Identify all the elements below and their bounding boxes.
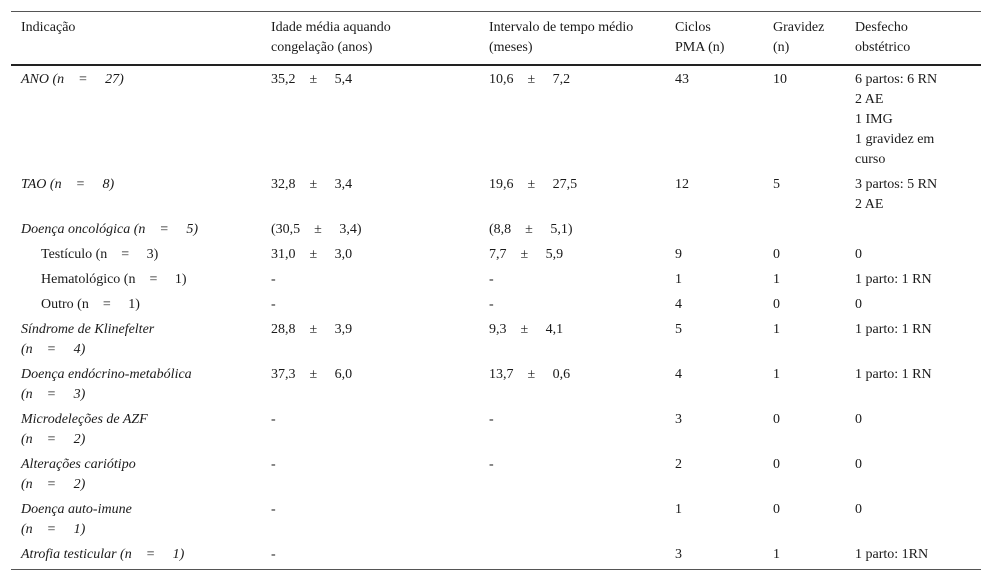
mean-interval-cell: - — [489, 412, 494, 427]
outcome-cell — [845, 362, 981, 407]
outcome-cell — [845, 172, 981, 217]
indication-text: TAO (n = 8) — [21, 177, 115, 192]
indication-text: Hematológico (n = 1) — [41, 272, 187, 287]
header-text: (meses) — [489, 40, 533, 55]
cycles-cell: 1 — [675, 502, 682, 517]
outcome-cell — [845, 542, 981, 570]
outcome-cell — [845, 317, 981, 362]
indication-cell — [11, 172, 261, 217]
cycles-cell: 9 — [675, 247, 682, 262]
indication-cell — [11, 362, 261, 407]
outcome-cell — [845, 452, 981, 497]
table-row — [11, 292, 981, 317]
pregnancy-cell: 1 — [773, 547, 780, 562]
mean-interval-cell: 7,7 ± 5,9 — [489, 247, 564, 262]
mean-age-cell: - — [271, 297, 276, 312]
outcome-text: 1 parto: 1RN — [855, 547, 929, 562]
table-row — [11, 172, 981, 217]
outcome-text: 1 parto: 1 RN — [855, 367, 932, 382]
table-row — [11, 452, 981, 497]
table-row — [11, 242, 981, 267]
header-text: obstétrico — [855, 40, 911, 55]
outcome-cell — [845, 407, 981, 452]
table-row — [11, 362, 981, 407]
table-body — [11, 65, 981, 570]
outcome-text: 0 — [855, 502, 862, 517]
outcome-text: 2 AE — [855, 92, 884, 107]
cycles-cell: 2 — [675, 457, 682, 472]
outcome-text: 1 parto: 1 RN — [855, 272, 932, 287]
pregnancy-cell: 1 — [773, 322, 780, 337]
indication-text: Síndrome de Klinefelter — [21, 322, 155, 337]
header-mean-interval — [479, 12, 665, 66]
pregnancy-cell: 0 — [773, 502, 780, 517]
header-text: Indicação — [21, 20, 76, 35]
table-row — [11, 217, 981, 242]
pregnancy-cell: 10 — [773, 72, 787, 87]
outcome-text: 1 parto: 1 RN — [855, 322, 932, 337]
outcome-cell — [845, 242, 981, 267]
header-text: Gravidez — [773, 20, 825, 35]
mean-age-cell: - — [271, 272, 276, 287]
outcome-text: 2 AE — [855, 197, 884, 212]
indication-cell — [11, 497, 261, 542]
table-container — [11, 11, 981, 570]
outcome-text: 6 partos: 6 RN — [855, 72, 938, 87]
pregnancy-cell: 1 — [773, 367, 780, 382]
cycles-cell: 4 — [675, 297, 682, 312]
indication-text: (n = 2) — [21, 432, 86, 447]
mean-age-cell: 28,8 ± 3,9 — [271, 322, 353, 337]
header-pregnancy — [763, 12, 845, 66]
indication-cell — [11, 267, 261, 292]
indication-text: ANO (n = 27) — [21, 72, 124, 87]
indication-text: Alterações cariótipo — [21, 457, 136, 472]
mean-age-cell: (30,5 ± 3,4) — [271, 222, 362, 237]
mean-age-cell: - — [271, 457, 276, 472]
header-cycles — [665, 12, 763, 66]
mean-interval-cell — [479, 542, 665, 570]
table-header — [11, 12, 981, 66]
outcome-text: curso — [855, 152, 886, 167]
pregnancy-cell: 1 — [773, 272, 780, 287]
data-table — [11, 11, 981, 570]
indication-text: (n = 3) — [21, 387, 86, 402]
indication-text: Doença auto-imune — [21, 502, 132, 517]
table-row — [11, 542, 981, 570]
outcome-text: 0 — [855, 247, 862, 262]
pregnancy-cell: 0 — [773, 457, 780, 472]
table-row — [11, 497, 981, 542]
mean-interval-cell: 19,6 ± 27,5 — [489, 177, 578, 192]
outcome-cell — [845, 292, 981, 317]
outcome-text: 0 — [855, 457, 862, 472]
header-row — [11, 12, 981, 66]
header-text: PMA (n) — [675, 40, 725, 55]
indication-cell — [11, 542, 261, 570]
cycles-cell: 3 — [675, 547, 682, 562]
mean-age-cell: - — [271, 502, 276, 517]
table-row — [11, 407, 981, 452]
mean-age-cell: - — [271, 412, 276, 427]
outcome-text: 3 partos: 5 RN — [855, 177, 938, 192]
outcome-cell — [845, 497, 981, 542]
mean-interval-cell: 10,6 ± 7,2 — [489, 72, 571, 87]
mean-age-cell: - — [271, 547, 276, 562]
outcome-text: 1 gravidez em — [855, 132, 935, 147]
header-text: Ciclos — [675, 20, 711, 35]
indication-text: Outro (n = 1) — [41, 297, 140, 312]
indication-text: (n = 2) — [21, 477, 86, 492]
indication-cell — [11, 292, 261, 317]
indication-text: Microdeleções de AZF — [21, 412, 148, 427]
indication-text: Doença endócrino-metabólica — [21, 367, 192, 382]
outcome-text: 1 IMG — [855, 112, 893, 127]
indication-text: Doença oncológica (n = 5) — [21, 222, 199, 237]
indication-cell — [11, 407, 261, 452]
mean-interval-cell: - — [489, 297, 494, 312]
indication-text: Atrofia testicular (n = 1) — [21, 547, 185, 562]
mean-interval-cell — [479, 497, 665, 542]
pregnancy-cell: 0 — [773, 247, 780, 262]
header-text: congelação (anos) — [271, 40, 373, 55]
indication-cell — [11, 217, 261, 242]
mean-age-cell: 31,0 ± 3,0 — [271, 247, 353, 262]
mean-interval-cell: - — [489, 272, 494, 287]
header-mean-age — [261, 12, 479, 66]
pregnancy-cell — [763, 217, 845, 242]
outcome-cell — [845, 267, 981, 292]
indication-text: (n = 1) — [21, 522, 86, 537]
mean-interval-cell: 13,7 ± 0,6 — [489, 367, 571, 382]
outcome-cell — [845, 217, 981, 242]
table-row — [11, 317, 981, 362]
indication-text: Testículo (n = 3) — [41, 247, 159, 262]
mean-interval-cell: (8,8 ± 5,1) — [489, 222, 573, 237]
header-text: Desfecho — [855, 20, 908, 35]
outcome-text: 0 — [855, 297, 862, 312]
cycles-cell — [665, 217, 763, 242]
pregnancy-cell: 0 — [773, 297, 780, 312]
header-text: Intervalo de tempo médio — [489, 20, 634, 35]
cycles-cell: 12 — [675, 177, 689, 192]
header-text: (n) — [773, 40, 790, 55]
indication-cell — [11, 65, 261, 172]
cycles-cell: 5 — [675, 322, 682, 337]
outcome-text: 0 — [855, 412, 862, 427]
mean-interval-cell: 9,3 ± 4,1 — [489, 322, 564, 337]
mean-age-cell: 37,3 ± 6,0 — [271, 367, 353, 382]
outcome-cell — [845, 65, 981, 172]
table-row — [11, 65, 981, 172]
header-outcome — [845, 12, 981, 66]
header-indication — [11, 12, 261, 66]
table-row — [11, 267, 981, 292]
cycles-cell: 1 — [675, 272, 682, 287]
indication-cell — [11, 242, 261, 267]
indication-cell — [11, 452, 261, 497]
pregnancy-cell: 5 — [773, 177, 780, 192]
mean-age-cell: 32,8 ± 3,4 — [271, 177, 353, 192]
cycles-cell: 43 — [675, 72, 689, 87]
indication-cell — [11, 317, 261, 362]
header-text: Idade média aquando — [271, 20, 391, 35]
mean-age-cell: 35,2 ± 5,4 — [271, 72, 353, 87]
cycles-cell: 3 — [675, 412, 682, 427]
cycles-cell: 4 — [675, 367, 682, 382]
mean-interval-cell: - — [489, 457, 494, 472]
indication-text: (n = 4) — [21, 342, 86, 357]
pregnancy-cell: 0 — [773, 412, 780, 427]
